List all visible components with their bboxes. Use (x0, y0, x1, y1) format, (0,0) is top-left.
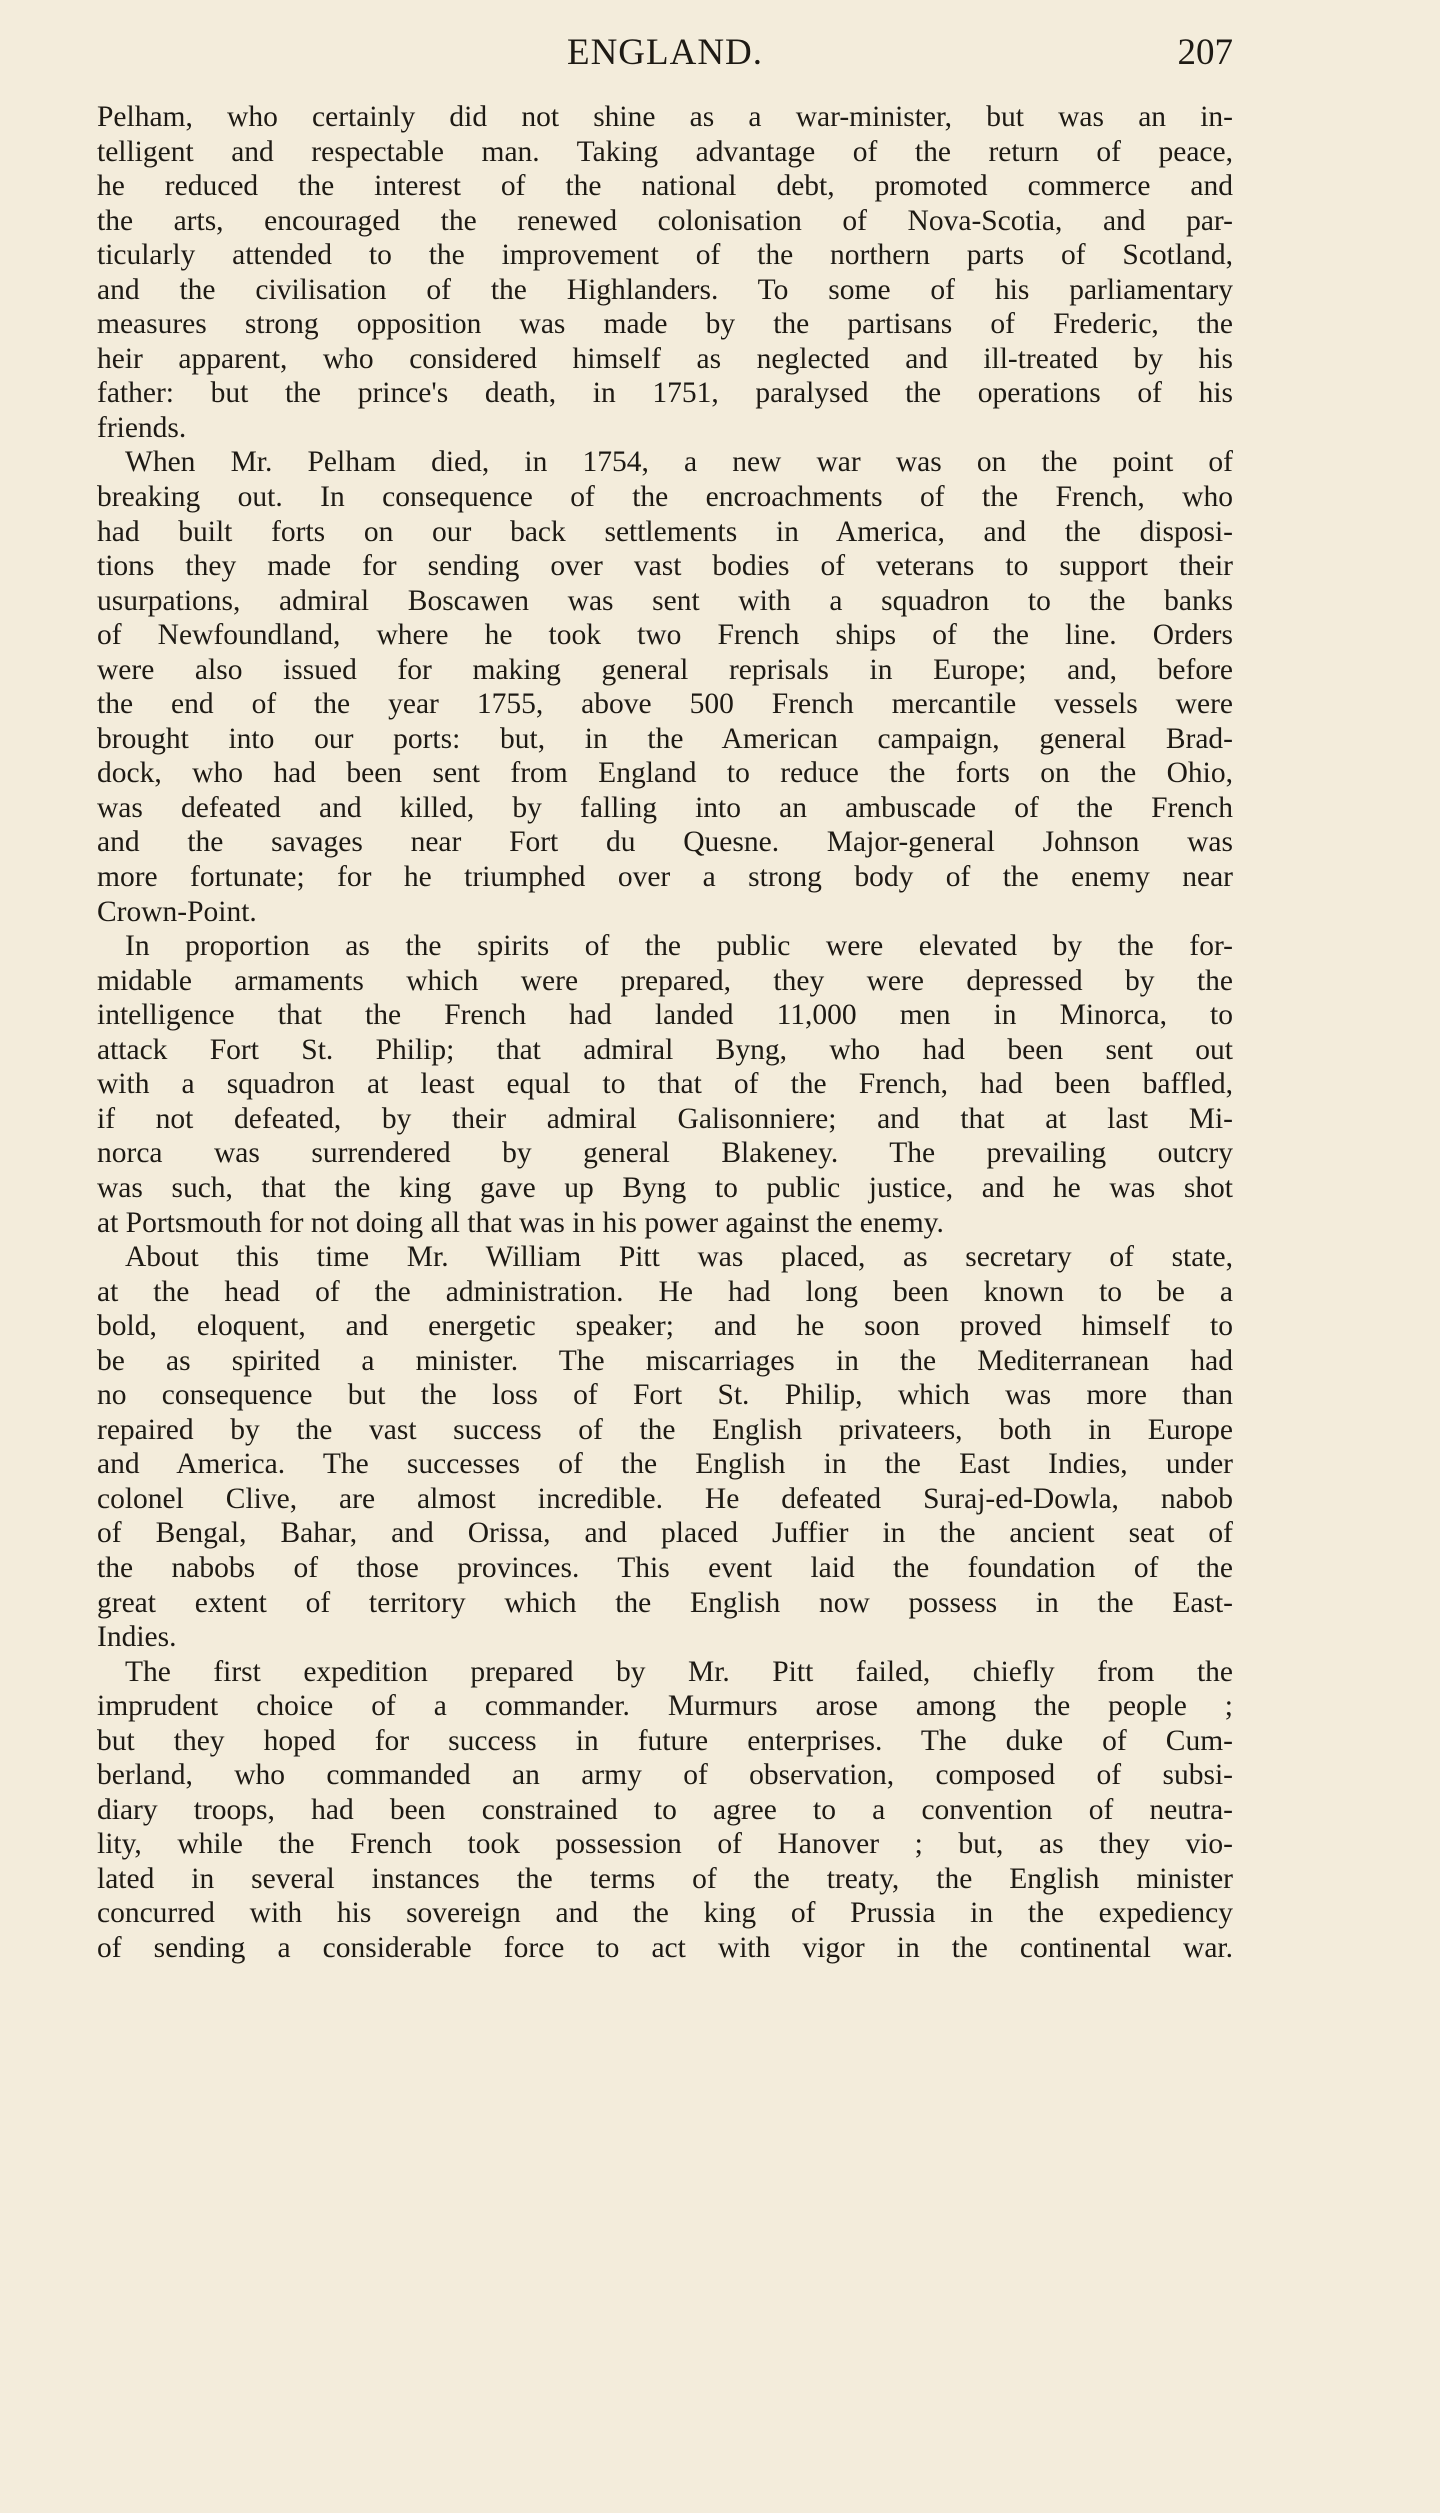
text-line: at Portsmouth for not doing all that was in his power against the enemy. (97, 1206, 944, 1239)
page-number: 207 (1177, 32, 1233, 73)
text-line: repaired by the vast success of the English privateers, both in Europe (97, 1413, 1233, 1446)
text-line: lated in several instances the terms of the treaty, the English minister (97, 1862, 1233, 1895)
text-line: at the head of the administration. He had long been known to be a (97, 1275, 1233, 1308)
text-line: norca was surrendered by general Blakeney. The prevailing outcry (97, 1137, 1233, 1170)
body-text (97, 100, 1233, 1966)
text-line: if not defeated, by their admiral Galisonniere; and that at last Mi- (97, 1102, 1233, 1135)
text-line: dock, who had been sent from England to reduce the forts on the Ohio, (97, 757, 1233, 790)
text-line: and the civilisation of the Highlanders. To some of his parliamentary (97, 273, 1233, 306)
text-line: Indies. (97, 1621, 177, 1654)
running-title: ENGLAND. (566, 32, 764, 73)
text-line: and the savages near Fort du Quesne. Major-general Johnson was (97, 826, 1233, 859)
text-line: intelligence that the French had landed 11,000 men in Minorca, to (97, 999, 1233, 1032)
text-line: of sending a considerable force to act with vigor in the continental war. (97, 1931, 1233, 1964)
text-line: of Newfoundland, where he took two French ships of the line. Orders (97, 619, 1233, 652)
text-line: be as spirited a minister. The miscarriages in the Mediterranean had (97, 1344, 1233, 1377)
text-line: the arts, encouraged the renewed colonisation of Nova-Scotia, and par- (97, 204, 1233, 237)
text-line: heir apparent, who considered himself as neglected and ill-treated by his (97, 342, 1233, 375)
text-line: bold, eloquent, and energetic speaker; and he soon proved himself to (97, 1310, 1233, 1343)
page-header (97, 28, 1233, 78)
text-line: telligent and respectable man. Taking advantage of the return of peace, (97, 135, 1233, 168)
text-line: great extent of territory which the English now possess in the East- (97, 1586, 1233, 1619)
text-line: with a squadron at least equal to that of the French, had been baffled, (97, 1068, 1233, 1101)
text-line: usurpations, admiral Boscawen was sent with a squadron to the banks (97, 584, 1233, 617)
text-line: Crown-Point. (97, 895, 257, 928)
text-line: lity, while the French took possession of Hanover ; but, as they vio- (97, 1828, 1233, 1861)
text-line: ticularly attended to the improvement of the northern parts of Scotland, (97, 239, 1233, 272)
text-line: About this time Mr. William Pitt was placed, as secretary of state, (125, 1241, 1233, 1274)
text-line: more fortunate; for he triumphed over a strong body of the enemy near (97, 861, 1233, 894)
text-line: colonel Clive, are almost incredible. He defeated Suraj-ed-Dowla, nabob (97, 1482, 1233, 1515)
text-line: had built forts on our back settlements in America, and the disposi- (97, 515, 1233, 548)
text-line: attack Fort St. Philip; that admiral Byng, who had been sent out (97, 1033, 1233, 1066)
text-line: friends. (97, 411, 187, 444)
text-line: was defeated and killed, by falling into an ambuscade of the French (97, 791, 1233, 824)
text-line: tions they made for sending over vast bodies of veterans to support their (97, 550, 1233, 583)
text-line: berland, who commanded an army of observation, composed of subsi- (97, 1759, 1233, 1792)
text-line: no consequence but the loss of Fort St. Philip, which was more than (97, 1379, 1233, 1412)
text-line: concurred with his sovereign and the king of Prussia in the expediency (97, 1897, 1233, 1930)
text-line: the nabobs of those provinces. This event laid the foundation of the (97, 1551, 1233, 1584)
text-line: diary troops, had been constrained to agree to a convention of neutra- (97, 1793, 1233, 1826)
text-line: breaking out. In consequence of the encroachments of the French, who (97, 481, 1233, 514)
text-line: imprudent choice of a commander. Murmurs arose among the people ; (97, 1690, 1233, 1723)
text-line: he reduced the interest of the national debt, promoted commerce and (97, 170, 1233, 203)
text-line: midable armaments which were prepared, they were depressed by the (97, 964, 1233, 997)
text-line: the end of the year 1755, above 500 French mercantile vessels were (97, 688, 1233, 721)
text-line: father: but the prince's death, in 1751, paralysed the operations of his (97, 377, 1233, 410)
text-line: In proportion as the spirits of the public were elevated by the for- (125, 930, 1233, 963)
text-line: were also issued for making general reprisals in Europe; and, before (97, 653, 1233, 686)
text-line: but they hoped for success in future enterprises. The duke of Cum- (97, 1724, 1233, 1757)
text-line: brought into our ports: but, in the American campaign, general Brad- (97, 722, 1233, 755)
text-line: When Mr. Pelham died, in 1754, a new war was on the point of (125, 446, 1233, 479)
text-line: The first expedition prepared by Mr. Pitt failed, chiefly from the (125, 1655, 1233, 1688)
text-line: Pelham, who certainly did not shine as a war-minister, but was an in- (97, 101, 1233, 133)
text-line: of Bengal, Bahar, and Orissa, and placed Juffier in the ancient seat of (97, 1517, 1233, 1550)
text-line: measures strong opposition was made by the partisans of Frederic, the (97, 308, 1233, 341)
text-line: and America. The successes of the English in the East Indies, under (97, 1448, 1233, 1481)
text-line: was such, that the king gave up Byng to public justice, and he was shot (97, 1171, 1233, 1204)
